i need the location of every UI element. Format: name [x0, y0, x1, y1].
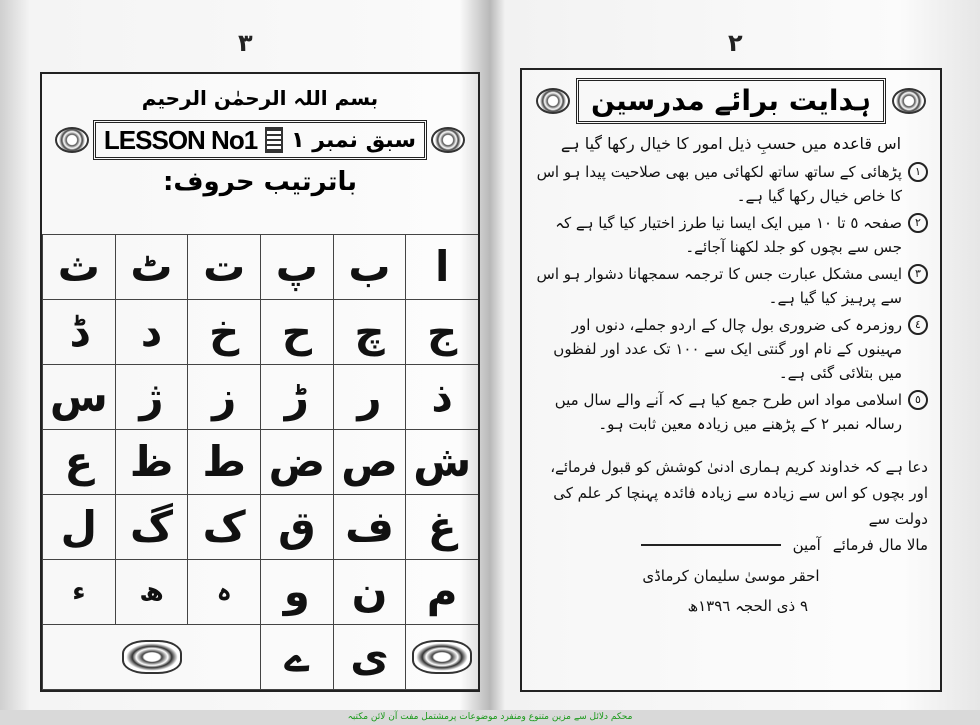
letter-cell: ا [405, 235, 478, 300]
item-number: ٢ [908, 213, 928, 233]
letter-cell: ٹ [115, 235, 188, 300]
item-number: ٤ [908, 315, 928, 335]
letter-cell: ذ [405, 365, 478, 430]
letter-cell: چ [333, 300, 406, 365]
letter-cell: ڈ [42, 300, 115, 365]
instruction-list [534, 160, 928, 436]
letter-cell: ز [187, 365, 260, 430]
lesson-header [42, 120, 478, 160]
letter-cell: ش [405, 430, 478, 495]
item-number: ١ [908, 162, 928, 182]
footer-link[interactable]: محکم دلائل سے مزین متنوع ومنفرد موضوعات پرمشتمل مفت آن لائن مکتبہ [347, 712, 633, 722]
letter-cell: ظ [115, 430, 188, 495]
instruction-item [534, 313, 928, 385]
letter-cell: ج [405, 300, 478, 365]
letter-cell: د [115, 300, 188, 365]
ornament-icon [431, 127, 465, 153]
letter-cell: ض [260, 430, 333, 495]
letter-cell: ع [42, 430, 115, 495]
divider-line [641, 544, 781, 546]
instruction-item [534, 262, 928, 310]
ornament-cell [405, 625, 478, 690]
right-page-instructions [520, 68, 942, 692]
letter-cell: ک [187, 495, 260, 560]
letter-cell: ل [42, 495, 115, 560]
left-page-lesson [40, 72, 480, 692]
item-text: پڑھائی کے ساتھ ساتھ لکھائی میں بھی صلاحیت پیدا ہو اس کا خاص خیال رکھا گیا ہے۔ [536, 163, 902, 205]
letter-cell: ے [260, 625, 333, 690]
letter-cell: ژ [115, 365, 188, 430]
item-text: ایسی مشکل عبارت جس کا ترجمہ سمجھانا دشوار ہو اس سے پرہیز کیا گیا ہے۔ [536, 265, 902, 307]
letter-cell: ڑ [260, 365, 333, 430]
signature: احقر موسیٰ سلیمان کرماڈی [642, 567, 820, 585]
amin: آمین [792, 536, 821, 554]
ornament-icon [892, 88, 926, 114]
letter-cell: غ [405, 495, 478, 560]
instruction-item [534, 211, 928, 259]
letter-cell: ب [333, 235, 406, 300]
letter-cell: ق [260, 495, 333, 560]
instructions-header [522, 78, 940, 124]
letter-cell: ن [333, 560, 406, 625]
letter-cell: ء [42, 560, 115, 625]
letter-cell: ت [187, 235, 260, 300]
letter-cell: خ [187, 300, 260, 365]
instruction-item [534, 160, 928, 208]
lesson-title-ur: سبق نمبر ١ [291, 127, 417, 153]
item-number: ٥ [908, 390, 928, 410]
right-page-number: ٢ [728, 29, 743, 57]
letter-cell: م [405, 560, 478, 625]
intro-text: اس قاعدہ میں حسبِ ذیل امور کا خیال رکھا گیا ہے [560, 134, 902, 153]
bismillah: بسم اللہ الرحمٰن الرحیم [141, 86, 379, 110]
ornament-cell [42, 625, 260, 690]
pillar-ornament-icon [265, 127, 283, 153]
ornament-icon [122, 640, 182, 674]
letter-cell: ح [260, 300, 333, 365]
item-text: روزمرہ کی ضروری بول چال کے اردو جملے، دنوں اور مہینوں کے نام اور گنتی ایک سے ١٠٠ تک عدد اور لفظوں میں بتلائی گئی ہے۔ [553, 316, 902, 382]
ornament-icon [536, 88, 570, 114]
instructions-title: ہدایت برائے مدرسین [576, 78, 886, 124]
letter-cell: ہ [187, 560, 260, 625]
instruction-item [534, 388, 928, 436]
item-number: ٣ [908, 264, 928, 284]
item-text: اسلامی مواد اس طرح جمع کیا ہے کہ آنے والے سال میں رسالہ نمبر ٢ کے پڑھنے میں زیادہ معین ثابت ہو۔ [554, 391, 902, 433]
alphabet-grid [42, 234, 478, 690]
date: ٩ ذی الحجہ ١٣٩٦ھ [687, 597, 808, 615]
ornament-icon [412, 640, 472, 674]
letter-cell: ث [42, 235, 115, 300]
subtitle: باترتیب حروف: [162, 167, 358, 197]
letter-cell: ص [333, 430, 406, 495]
letter-cell: ی [333, 625, 406, 690]
letter-cell: ر [333, 365, 406, 430]
letter-cell: و [260, 560, 333, 625]
letter-cell: س [42, 365, 115, 430]
letter-cell: پ [260, 235, 333, 300]
letter-cell: ھ [115, 560, 188, 625]
letter-cell: ط [187, 430, 260, 495]
letter-cell: ف [333, 495, 406, 560]
dua-end: مالا مال فرمائے [832, 536, 928, 554]
item-text: صفحہ ٥ تا ١٠ میں ایک ایسا نیا طرز اختیار کیا گیا ہے کہ جس سے بچوں کو جلد لکھنا آجائے۔ [555, 214, 902, 256]
letter-cell: گ [115, 495, 188, 560]
lesson-title-box [93, 120, 427, 160]
dua-body: دعا ہے کہ خداوند کریم ہماری ادنیٰ کوشش کو قبول فرمائے، اور بچوں کو اس سے زیادہ سے زیادہ فائدہ پہنچا کر علم کی دولت سے [550, 458, 928, 528]
left-page-number: ٣ [238, 29, 253, 57]
dua-text [534, 454, 928, 558]
lesson-title-en: LESSON No1 [103, 124, 258, 155]
ornament-icon [55, 127, 89, 153]
